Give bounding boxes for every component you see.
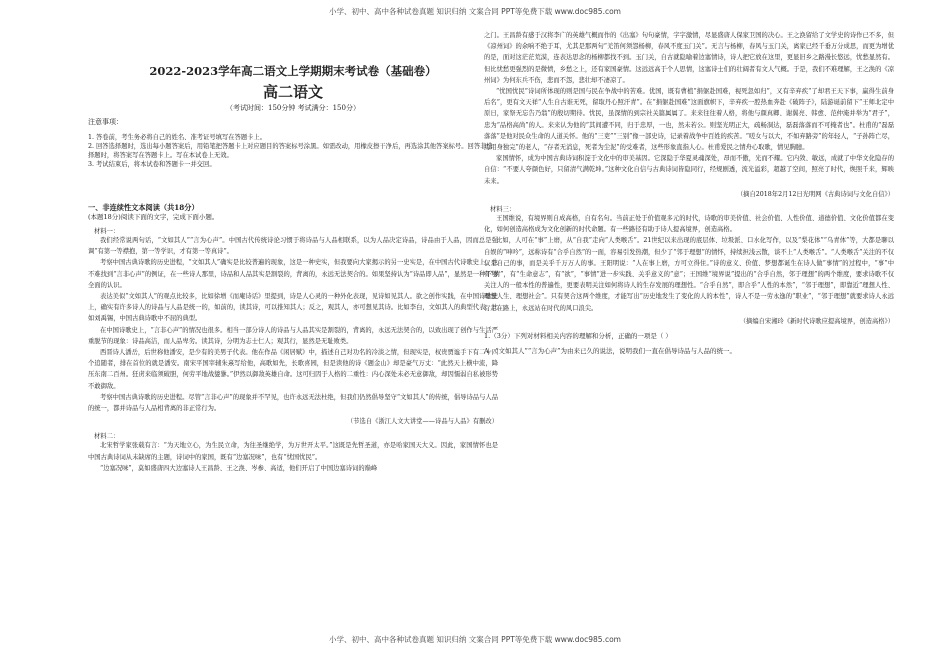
paragraph: 北宋哲学家张载有言：“为天地立心，为生民立命，为往圣继绝学，为万世开太平。”这既是先哲圣道，亦是哈家国天大义。因此，家国情怀也是中国古典诗词从未缺席的主题，诗词中的家国，既有“边塞况味”，也有“忧国忧民”。 xyxy=(88,442,498,461)
notes-list xyxy=(88,133,498,169)
exam-meta: （考试时间：150分钟 考试满分：150分） xyxy=(226,104,360,112)
note-item: 3. 考试结束后，将本试卷和答题卡一并交回。 xyxy=(88,161,216,168)
paragraph: 比如，人可在“事”上磨，从“自我”走向“人类喉舌”。21世纪以来出现的底层体、垃圾派、口水化写作，以及“梨花体”“乌青体”等，大都是聊以自娱的“呻吟”，远称诗有“合乎自然”的一面，容易引发热潮，但少了“邻于理想”的情怀，持续担浅云散，谈不上“人类喉舌”。“人类喉舌”关注的不仅仅是自己的事，而是关乎千万万人的事。王阳明说：“人在事上磨，方可立得住。”诗的意义、价值、梦想都诞生在诗人做“事情”的过程中，“事”中有“情”，有“生命意志”，有“欲”，“事情”进一步实践、关乎意义的“意”；王国维“境界说”提出的“合乎自然，邻于理想”的两个维度，要求诗歌不仅关注人的一般本性的普遍性，更要表明关注如何将诗人的生存发展的理想性。“合乎自然”，即合乎“人性的本然”，“邻于理想”，即靠近“理想人性、理想人生、理想社会”。只有契合这两个维度，才能写出“历史地发生了变化的人的本性”，诗人不是一劳永逸的“职业”，“邻于理想”就要求诗人永远行走在路上，永远站在时代的风口浪尖。 xyxy=(484,237,894,312)
paragraph: 在中国诗歌史上，“言非心声”的情况也很多。相当一部分诗人的诗品与人品其实是割裂的，背离的，永远无法契合的，以致出现了创作与生活严重脱节的现象：诗品高洁，而人品卑劣。读其诗，分明为志士仁人；观其行，显然是无耻败类。 xyxy=(88,326,498,345)
paragraph: 之门。王昌龄有感于汉将李广的英雄气概而作的《出塞》句句豪情，字字激情，尽显盛唐人保家卫国的决心。王之涣留给了文学史的诗作已不多，但《凉州词》的余响不绝于耳，尤其是那两句“羌笛何须怨杨柳，春风不度玉门关”。无言与杨柳，春风与玉门关，离家已经千垂万分成思，而更为增优的是，面对这茫茫荒漠，连表达思念的杨柳都找不到。玉门关，自古就隐喻着边塞情诗，诗人把它放在这里，更显旧乡之路漫长悠远，忧愁显然有。但比忧愁更强烈的是微愤，乡愁之上，还有家国豪情。这远远高于个人思情，这塞诗士们的壮阔者有文人气概。于是，我们不难理解，王之涣的《凉州词》为何东兵不伤，悲而不怨，悲壮却不凄凉了。 xyxy=(484,32,894,84)
right-column xyxy=(484,30,894,630)
source-citation: （摘自2018年2月12日光明网《古典诗词与文化自信》） xyxy=(736,190,894,198)
page-header: 小学、初中、高中各种试卷真题 知识归纳 文案合同 PPT等免费下载 www.doc985.com xyxy=(329,7,621,16)
paragraph: 考察中国古典诗歌的历史进程，“文如其人”确实是比较普遍的现象，这是一种史实，但我要向大家揭示的另一史实是，在中国古代诗歌史上，也不难找到“言非心声”的例证，在一些诗人那里，诗品和人品其实是割裂的，背离的，永远无法契合的。如果坚持认为“诗品即人品”，显然是一种不够全面的认识。 xyxy=(88,259,498,289)
paragraph: 家国情怀，成为中国古典诗词积淀于文化中的审美基因。它深隐于华夏灵魂深处，昂而不傲，光而不耀。它内敛、敏远，成就了中华文化隐存的自信：“不要人夸颜色好，只留清气满乾坤。”这种文化自信与古典诗词皆隐同行，经规剧透，流光溢彩，超越了空间，照亮了时代，焕照千来，辉映未来。 xyxy=(484,155,894,185)
exam-title: 2022-2023学年高二语文上学期期末考试卷（基础卷） xyxy=(149,64,437,78)
notes-title: 注意事项： xyxy=(88,118,123,126)
note-item: 1. 答卷前，考生务必将自己的姓名、准考证号填写在答题卡上。 xyxy=(88,134,267,141)
paragraph: 西晋诗人潘岳，后世称他潘安，是少有的美男子代表。他在作品《闲居赋》中，描述自己对功名的冷淡之情，但现实是，权贵贾谧手下有二十四个追随者，排在首位的就是潘安。南宋平国宰辅朱熹写给他，高歌如先，长歌喜园，但是读他的诗《题金山》却是豪气万丈：“此然天上横中流，降压东南二百州。狂虏来临须破胆，何劳平地战貔貅。”伊然以御敌英雄自命。这可归因于人格的二重性：内心深处未必无意御敌，却因懦弱自私被形势不敢御敌。 xyxy=(88,349,498,390)
paragraph: “边塞况味”，莫如盛唐四大边塞诗人王昌龄、王之涣、岑参、高适，他们开启了中国边塞诗词的巅峰 xyxy=(100,464,378,472)
paragraph: 表达美似“文如其人”的观点比较多，比如徐增《而庵诗话》里提到，诗是人心灵的一种外化表现，见诗如见其人。欲之创作实践，在中国诗歌史上，确实有许多诗人的诗品与人品是统一的，如前的，读其诗，可以推知其人；反之，观其人，亦可想见其诗。比如李白，文如其人的典型代表；比如刘禹锡，中国古典诗歌中不屈的典型。 xyxy=(88,293,498,323)
question-option-a: A．“文如其人”“言为心声”为由来已久的说法，说明我们一直在倡导诗品与人品的统一。 xyxy=(484,347,736,356)
paragraph: “忧国忧民”诗词所体现的则是国与民在争战中的苦难。优国，既有曹植“捐躯赴国难，视死忽如归”，又有辛弃疾“了却君王天下事，赢得生前身后名”，更有文天祥“人生自古谁无死，留取丹心照汗青”。在“捐躯赴国难”这面旗帜下，辛弃疾一腔热血奔赴《破阵子》，陆游诞前留下“王师北定中原日，家祭无忘告乃翁”的殷切期待。忧民，虽深情的到宗社关篇属属了。来来往往着人格，将他与颜真卿、谢翼亮、韩愈、范仲淹并举为“君子”，忠为“品格高尚”的人。来来认为他的“其间遭不同，归于忠厚，一也，然未若公。则坚光明正大，疏畅洞达，磊磊落落而不可掩者也”。杜甫的“磊磊落落”是他对民众生命的人道关怀。他的“三吏”“三别”像一部史诗，记录着战争中百姓的疾苦。“嗟女与以大，不如弃路旁”的年轻人，“子孙阵亡尽，焉用身独完”的老人，“存者无消息，死者为尘泥”的受难者，这些形象直指人心。杜甫爱民之情舟心取歌，情见胸臆。 xyxy=(484,88,894,152)
paragraph: 考察中国古典诗歌的历史进程。尽管“言非心声”的现象并不罕见，也许永远无法杜绝，但我们仍然倡导坚守“文如其人”的传统，倡导诗品与人品的统一，都并诗品与人品相背离的非正常行为。 xyxy=(88,393,498,413)
paragraph: 王国维说，有境界则自成高格，自有名句。当前正处于价值观多元的时代，诗歌的审美价值、社会价值、人性价值、道德价值、文化价值都在变化，如何创造高格成为文化创新的时代命题。有一些路径有助于诗人提高境界，创造高格。 xyxy=(484,215,894,234)
subject-title: 高二语文 xyxy=(262,83,323,101)
page-footer: 小学、初中、高中各种试卷真题 知识归纳 文案合同 PPT等免费下载 www.doc985.com xyxy=(329,635,621,644)
material-label: 材料二： xyxy=(94,433,120,441)
source-citation: （摘编自宋湘玲《新时代诗歌应提高境界，创造高格》） xyxy=(739,317,894,325)
section-intro: (本题18分)阅读下面的文字，完成下面小题。 xyxy=(88,213,219,221)
note-item: 2. 回答选择题时，选出每小题答案后，用铅笔把答题卡上对应题目的答案标号涂黑。如需改动，用橡皮擦干净后，再选涂其他答案标号。回答非选择题时，将答案写在答题卡上。写在本试卷上无效。 xyxy=(88,143,493,159)
left-column xyxy=(88,30,498,630)
paragraph: 我们经常说两句话，“文如其人”“言为心声”。中国古代传统诗论习惯于将诗品与人品相联系，以为人品决定诗品，诗品由于人品，因而总是强调“有第一等襟抱，第一等学识，才有第一等真诗”。 xyxy=(88,237,498,256)
source-citation: （节选自《浙江人文大讲堂——诗品与人品》有删改） xyxy=(346,418,498,426)
question-1: 1.（3分）下列对材料相关内容的理解和分析，正确的一项是（ ） xyxy=(484,332,672,341)
material-label: 材料一： xyxy=(94,228,120,235)
material-label: 材料三： xyxy=(490,206,516,214)
section-title: 一、非连续性文本阅读（共18分） xyxy=(88,203,199,212)
